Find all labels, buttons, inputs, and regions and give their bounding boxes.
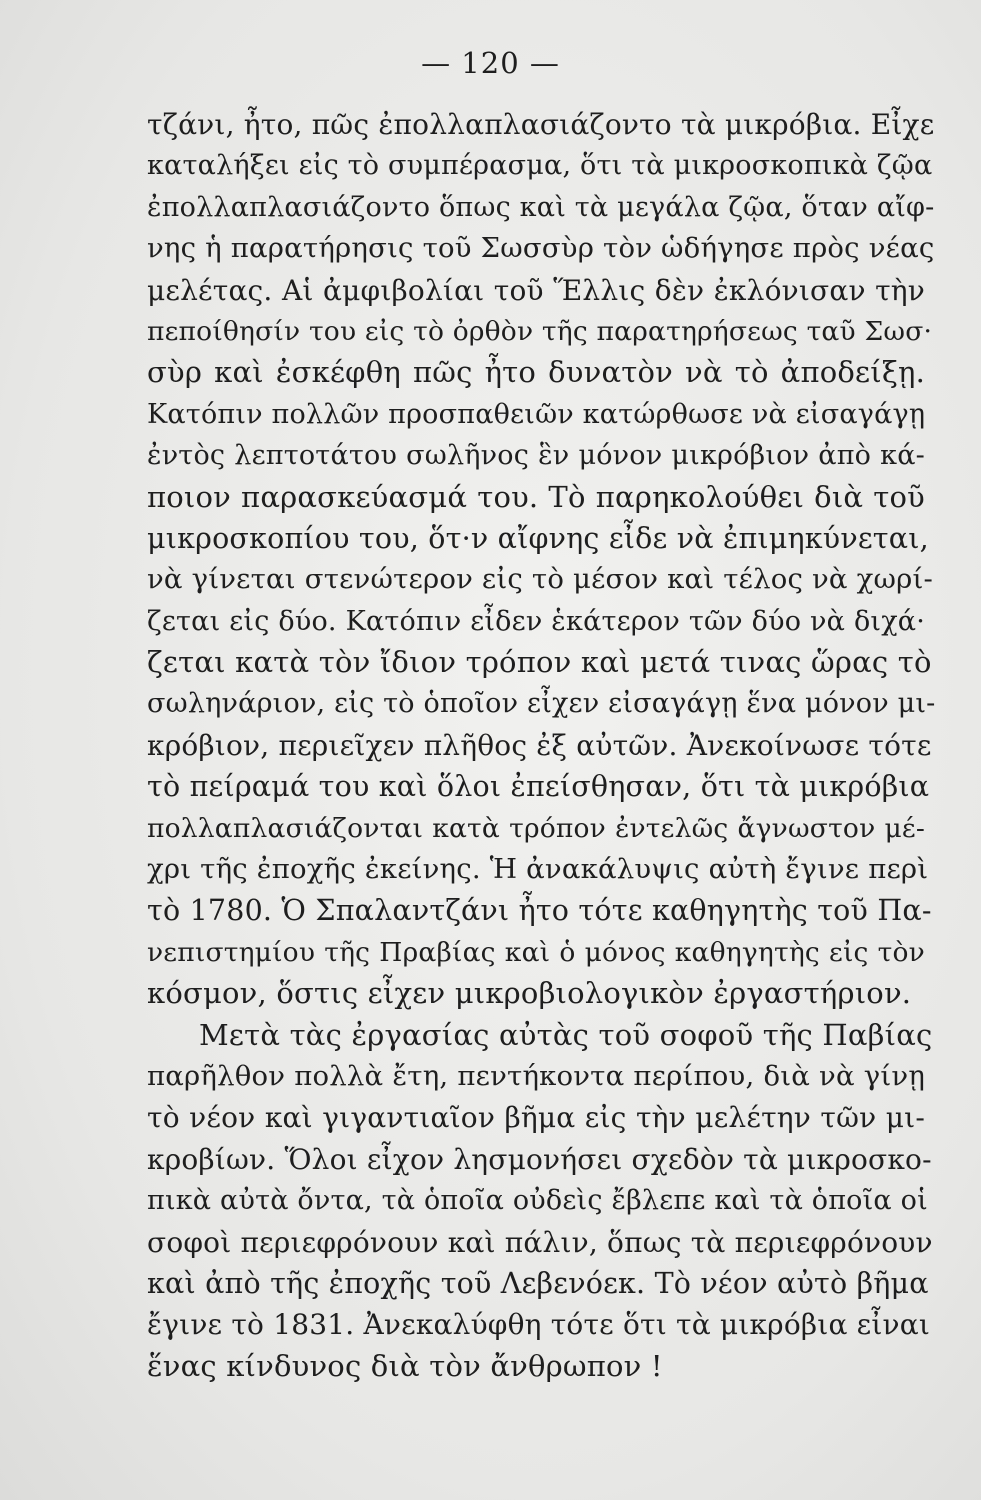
text-line: ἐντὸς λεπτοτάτου σωλῆνος ἓν μόνον μικρόβιον ἀπὸ κά- xyxy=(147,440,925,472)
text-line: σοφοὶ περιεφρόνουν καὶ πάλιν, ὅπως τὰ περιεφρόνουν xyxy=(147,1225,933,1259)
text-line: πεποίθησίν του εἰς τὸ ὀρθὸν τῆς παρατηρήσεως ταῦ Σωσ· xyxy=(147,315,933,347)
page-number: — 120 — xyxy=(421,46,560,80)
text-line: τὸ πείραμά του καὶ ὅλοι ἐπείσθησαν, ὅτι τὰ μικρόβια xyxy=(147,770,930,804)
body-text xyxy=(147,104,936,1387)
text-line: Κατόπιν πολλῶν προσπαθειῶν κατώρθωσε νὰ εἰσαγάγῃ xyxy=(147,398,926,430)
text-line: χρι τῆς ἐποχῆς ἐκείνης. Ἡ ἀνακάλυψις αὐτὴ ἔγινε περὶ xyxy=(147,853,929,886)
text-line: πολλαπλασιάζονται κατὰ τρόπον ἐντελῶς ἄγνωστον μέ- xyxy=(147,812,925,844)
text-line: ἕνας κίνδυνος διὰ τὸν ἄνθρωπον ! xyxy=(147,1348,663,1383)
text-line: νης ἡ παρατήρησις τοῦ Σωσσὺρ τὸν ὡδήγησε πρὸς νέας xyxy=(147,232,935,265)
text-line: ἐπολλαπλασιάζοντο ὅπως καὶ τὰ μεγάλα ζῷα, ὅταν αἴφ- xyxy=(147,191,935,223)
text-line: κροβίων. Ὅλοι εἶχον λησμονήσει σχεδὸν τὰ μικροσκο- xyxy=(147,1142,932,1176)
text-line: τὸ νέον καὶ γιγαντιαῖον βῆμα εἰς τὴν μελέτην τῶν μι- xyxy=(147,1101,925,1135)
text-line: σωληνάριον, εἰς τὸ ὁποῖον εἶχεν εἰσαγάγῃ ἕνα μόνον μι- xyxy=(147,688,936,720)
text-line: μελέτας. Αἱ ἀμφιβολίαι τοῦ Ἕλλις δὲν ἐκλόνισαν τὴν xyxy=(147,273,925,307)
text-line: παρῆλθον πολλὰ ἔτη, πεντήκοντα περίπου, διὰ νὰ γίνῃ xyxy=(147,1059,925,1092)
text-line: σὺρ καὶ ἐσκέφθη πῶς ἦτο δυνατὸν νὰ τὸ ἀποδείξῃ. xyxy=(147,355,925,390)
text-line: καταλήξει εἰς τὸ συμπέρασμα, ὅτι τὰ μικροσκοπικὰ ζῷα xyxy=(147,150,933,182)
text-line: τὸ 1780. Ὁ Σπαλαντζάνι ἦτο τότε καθηγητὴς τοῦ Πα- xyxy=(147,894,932,928)
text-line: ζεται κατὰ τὸν ἴδιον τρόπον καὶ μετά τινας ὥρας τὸ xyxy=(147,645,932,680)
text-line: πικὰ αὐτὰ ὄντα, τὰ ὁποῖα οὐδεὶς ἔβλεπε καὶ τὰ ὁποῖα οἱ xyxy=(147,1185,928,1217)
text-line: Μετὰ τὰς ἐργασίας αὐτὰς τοῦ σοφοῦ τῆς Παβίας xyxy=(199,1017,933,1052)
text-line: τζάνι, ἦτο, πῶς ἐπολλαπλασιάζοντο τὰ μικρόβια. Εἶχε xyxy=(147,108,935,141)
text-line: μικροσκοπίου του, ὅτ·ν αἴφνης εἶδε νὰ ἐπιμηκύνεται, xyxy=(147,521,929,555)
text-line: νὰ γίνεται στενώτερον εἰς τὸ μέσον καὶ τέλος νὰ χωρί- xyxy=(147,563,933,596)
text-line: ποιον παρασκεύασμά του. Τὸ παρηκολούθει διὰ τοῦ xyxy=(147,479,925,514)
text-line: καὶ ἀπὸ τῆς ἐποχῆς τοῦ Λεβενόεκ. Τὸ νέον αὐτὸ βῆμα xyxy=(147,1266,929,1300)
text-line: κρόβιον, περιεῖχεν πλῆθος ἐξ αὐτῶν. Ἀνεκοίνωσε τότε xyxy=(147,728,932,762)
text-line: νεπιστημίου τῆς Πραβίας καὶ ὁ μόνος καθηγητὴς εἰς τὸν xyxy=(147,936,925,968)
text-line: ζεται εἰς δύο. Κατόπιν εἶδεν ἑκάτερον τῶν δύο νὰ διχά· xyxy=(147,605,925,637)
text-line: κόσμον, ὅστις εἶχεν μικροβιολογικὸν ἐργαστήριον. xyxy=(147,976,912,1011)
text-line: ἔγινε τὸ 1831. Ἀνεκαλύφθη τότε ὅτι τὰ μικρόβια εἶναι xyxy=(147,1308,931,1342)
